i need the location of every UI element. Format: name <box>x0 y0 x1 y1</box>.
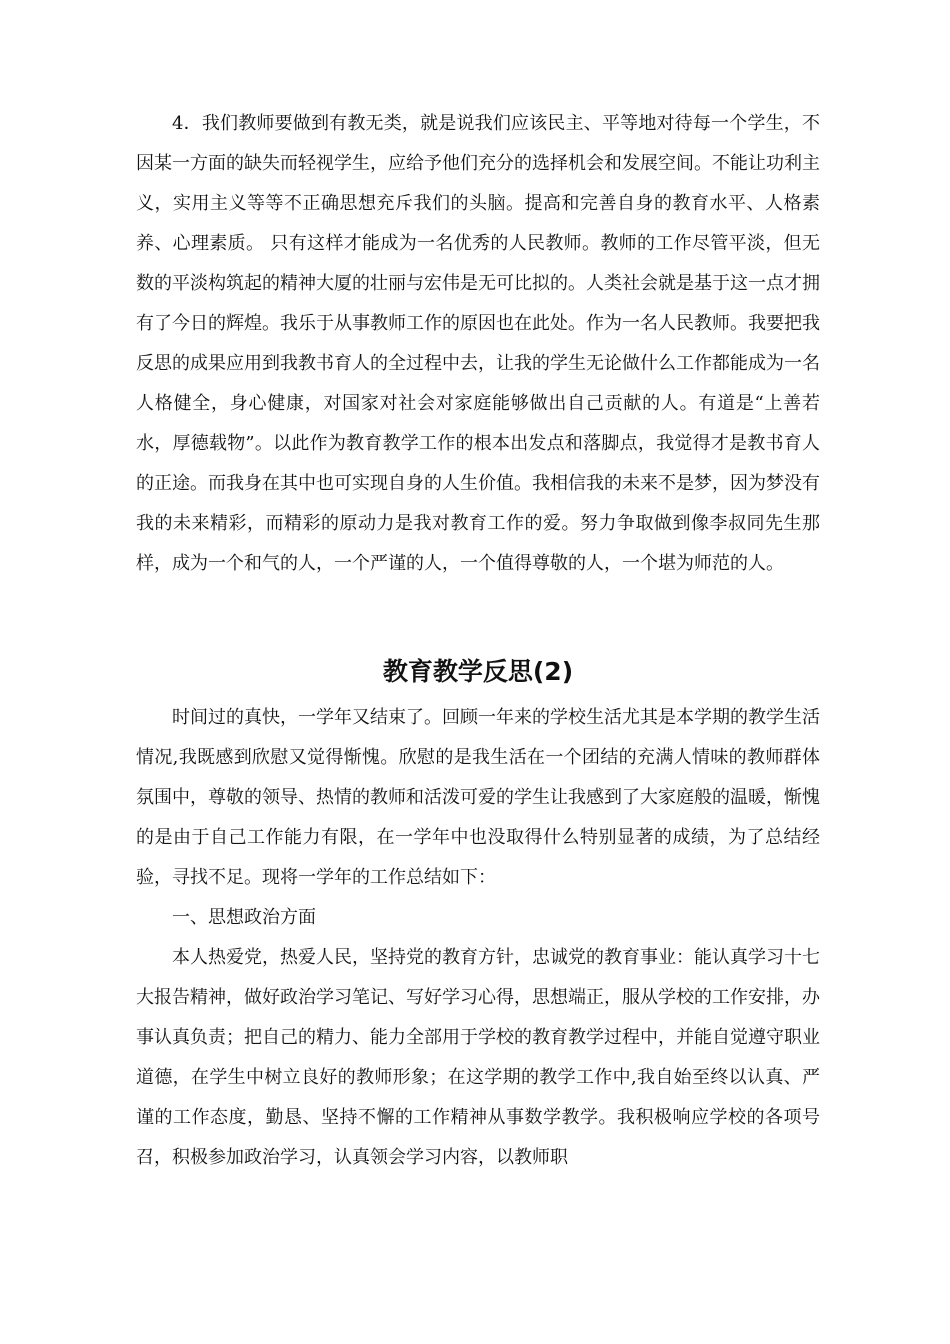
section-2 <box>136 698 820 1178</box>
paragraph-item-4: 4．我们教师要做到有教无类，就是说我们应该民主、平等地对待每一个学生，不因某一方面的缺失而轻视学生，应给予他们充分的选择机会和发展空间。不能让功利主义，实用主义等等不正确思想充斥我们的头脑。提高和完善自身的教育水平、人格素养、心理素质。 只有这样才能成为一名优秀的人民教师。教师的工作尽管平淡，但无数的平淡构筑起的精神大厦的壮丽与宏伟是无可比拟的。人类社会就是基于这一点才拥有了今日的辉煌。我乐于从事教师工作的原因也在此处。作为一名人民教师。我要把我反思的成果应用到我教书育人的全过程中去，让我的学生无论做什么工作都能成为一名人格健全，身心健康，对国家对社会对家庭能够做出自己贡献的人。有道是“上善若水，厚德载物”。以此作为教育教学工作的根本出发点和落脚点，我觉得才是教书育人的正途。而我身在其中也可实现自身的人生价值。我相信我的未来不是梦，因为梦没有我的未来精彩，而精彩的原动力是我对教育工作的爱。努力争取做到像李叔同先生那样，成为一个和气的人，一个严谨的人，一个值得尊敬的人，一个堪为师范的人。 <box>136 113 820 574</box>
body-paragraph: 本人热爱党，热爱人民，坚持党的教育方针，忠诚党的教育事业：能认真学习十七大报告精神，做好政治学习笔记、写好学习心得，思想端正，服从学校的工作安排，办事认真负责；把自己的精力、能力全部用于学校的教育教学过程中，并能自觉遵守职业道德，在学生中树立良好的教师形象；在这学期的教学工作中,我自始至终以认真、严谨的工作态度，勤恳、坚持不懈的工作精神从事数学教学。我积极响应学校的各项号召，积极参加政治学习，认真领会学习内容，以教师职 <box>136 947 820 1168</box>
section-title: 教育教学反思(2) <box>382 657 574 686</box>
section-1 <box>136 104 820 584</box>
intro-paragraph: 时间过的真快，一学年又结束了。回顾一年来的学校生活尤其是本学期的教学生活情况,我既感到欣慰又觉得惭愧。欣慰的是我生活在一个团结的充满人情味的教师群体氛围中，尊敬的领导、热情的教师和活泼可爱的学生让我感到了大家庭般的温暖，惭愧的是由于自己工作能力有限，在一学年中也没取得什么特别显著的成绩，为了总结经验，寻找不足。现将一学年的工作总结如下： <box>136 707 820 888</box>
subheading: 一、思想政治方面 <box>172 907 316 928</box>
